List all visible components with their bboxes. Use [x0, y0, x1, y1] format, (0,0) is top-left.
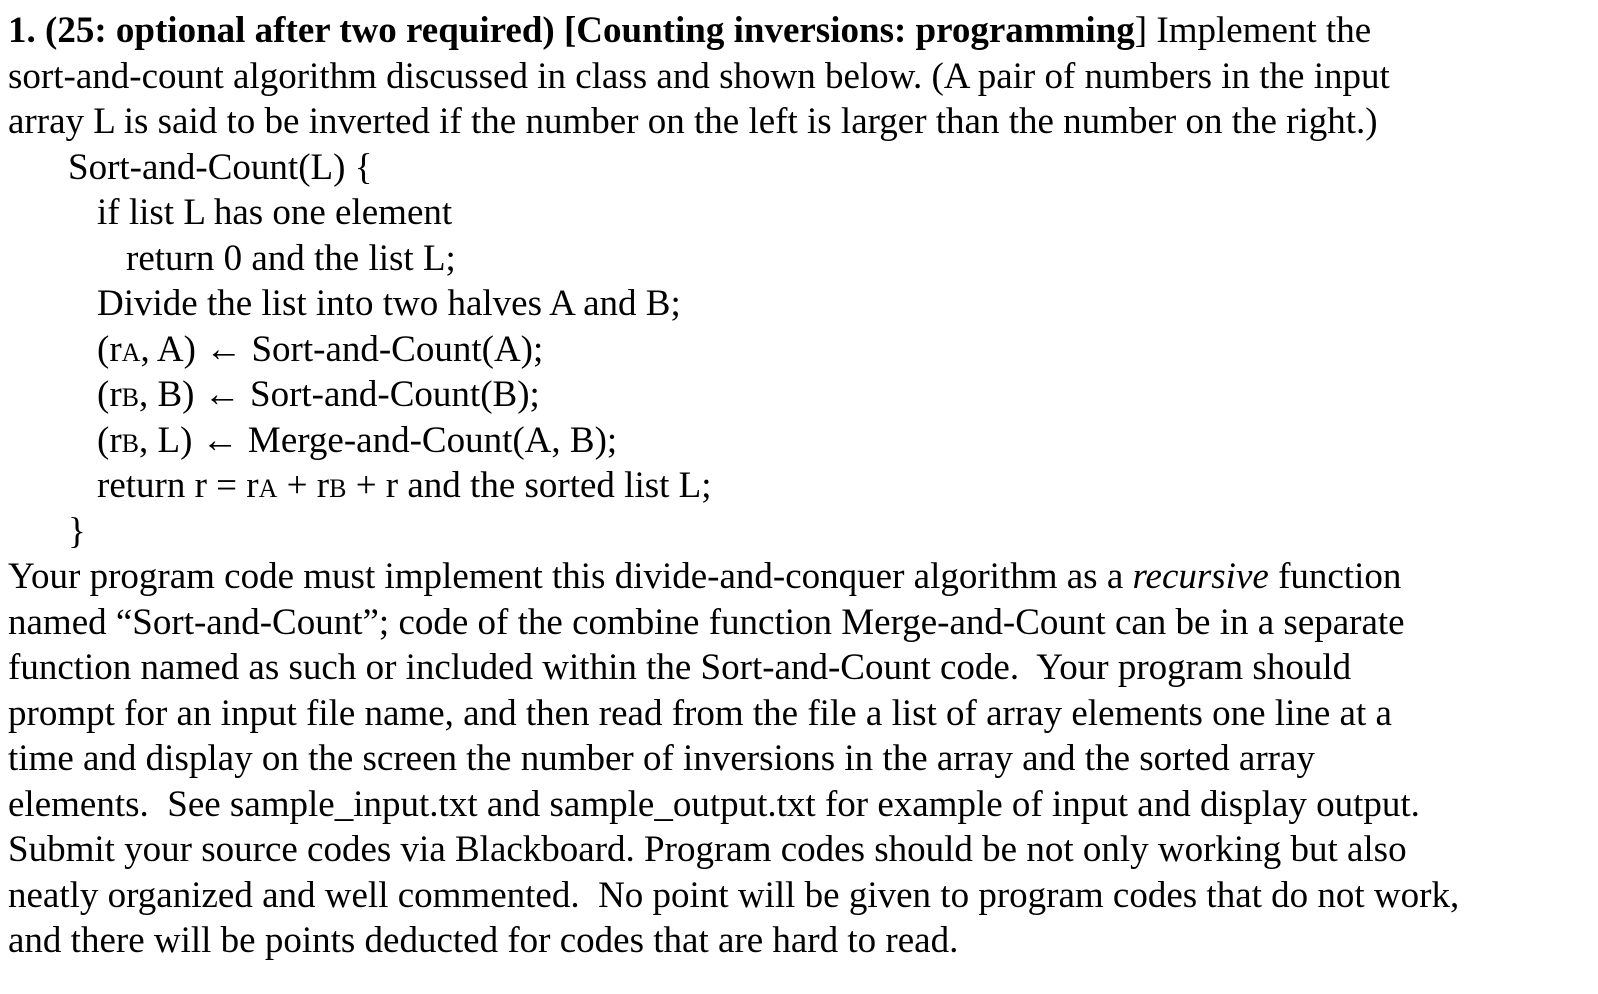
instructions-line-2: named “Sort-and-Count”; code of the combine function Merge-and-Count can be in a separate — [8, 601, 1405, 643]
final-return-sub-2: B — [329, 474, 347, 503]
instructions-line-9: and there will be points deducted for codes that are hard to read. — [8, 920, 959, 961]
instructions-line-1-post: function — [1268, 556, 1402, 597]
instructions-line-7: Submit your source codes via Blackboard. Program codes should be not only working but also — [8, 829, 1407, 870]
instructions-line-8: neatly organized and well commented. No point will be given to program codes that do not work, — [8, 874, 1460, 916]
problem-points: (25: optional after two required) — [45, 10, 555, 51]
instructions-line-5: time and display on the screen the number of inversions in the array and the sorted array — [8, 738, 1315, 779]
pseudocode-call-b — [8, 372, 1598, 418]
problem-intro-line-3: array L is said to be inverted if the number on the left is larger than the number on the right.) — [8, 101, 1378, 142]
instructions-line-4: prompt for an input file name, and then read from the file a list of array elements one line at a — [8, 692, 1392, 734]
problem-intro-line-2: sort-and-count algorithm discussed in class and shown below. (A pair of numbers in the input — [8, 55, 1390, 97]
problem-heading-line — [8, 8, 1598, 54]
pseudocode-if-line: if list L has one element — [97, 192, 453, 233]
pseudocode-call-a — [8, 327, 1598, 373]
call-a-subscript: A — [121, 337, 141, 367]
pseudocode-base-return: return 0 and the list L; — [126, 237, 456, 279]
merge-rest: , L) ← Merge-and-Count(A, B); — [139, 419, 618, 461]
pseudocode-merge — [8, 418, 1598, 464]
instructions-recursive-emphasis: recursive — [1132, 556, 1269, 597]
pseudocode-close: } — [68, 510, 86, 552]
problem-topic: [Counting inversions: programming — [563, 10, 1135, 51]
final-return-part-3: + r and the sorted list L; — [346, 465, 712, 506]
instructions-line-1 — [8, 554, 1598, 600]
merge-open: (r — [97, 419, 122, 461]
call-b-open: (r — [97, 374, 122, 415]
pseudocode-divide: Divide the list into two halves A and B; — [97, 283, 681, 324]
merge-subscript: B — [121, 428, 139, 458]
instructions-line-3: function named as such or included within the Sort-and-Count code. Your program should — [8, 647, 1352, 688]
pseudocode-header: Sort-and-Count(L) { — [68, 146, 373, 188]
call-b-subscript: B — [121, 383, 139, 412]
problem-topic-bracket: ] — [1134, 10, 1148, 51]
call-b-rest: , B) ← Sort-and-Count(B); — [139, 374, 540, 415]
pseudocode-final-return — [8, 463, 1598, 509]
final-return-sub-1: A — [258, 474, 278, 503]
problem-number: 1. — [8, 10, 36, 51]
call-a-open: (r — [97, 328, 122, 370]
final-return-part-2: + r — [277, 465, 330, 506]
instructions-line-6: elements. See sample_input.txt and sample_output.txt for example of input and display output. — [8, 783, 1420, 825]
call-a-rest: , A) ← Sort-and-Count(A); — [140, 328, 544, 370]
instructions-line-1-pre: Your program code must implement this divide-and-conquer algorithm as a — [8, 556, 1133, 597]
final-return-part-1: return r = r — [97, 465, 259, 506]
problem-intro-tail: Implement the — [1147, 10, 1372, 51]
